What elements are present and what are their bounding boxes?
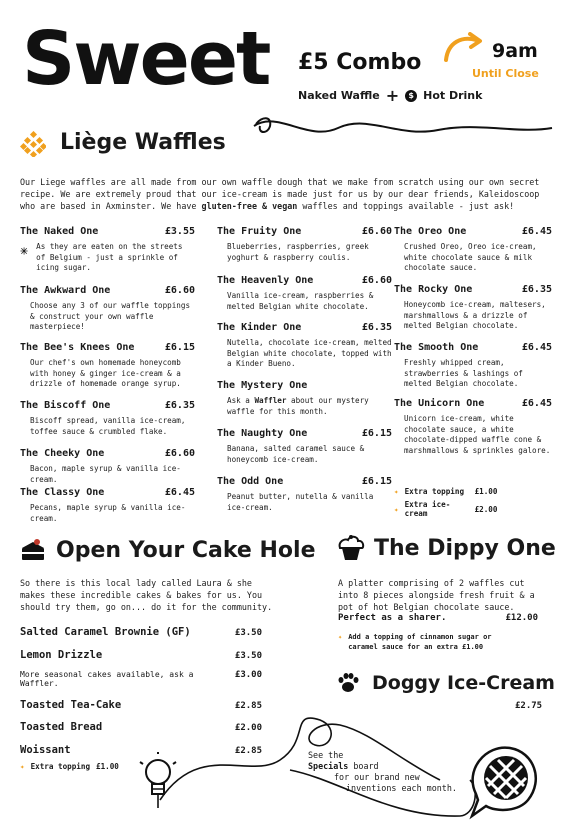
dippy-addon: ✦ Add a topping of cinnamon sugar or caramel sauce for an extra £1.00 <box>338 633 492 651</box>
menu-item-unicorn: The Unicorn One £6.45 Unicorn ice-cream, white chocolate sauce, a white chocolate-dipped waffle cone & marshmallows & sprinkles galore. <box>394 398 552 455</box>
cakes-intro: So there is this local lady called Laura & she makes these incredible cakes & bakes for us. You should try them, go on... do it for the community. <box>20 578 273 612</box>
combo-title: £5 Combo <box>298 50 422 75</box>
cake-item: Toasted Bread £2.00 <box>20 721 262 733</box>
menu-item-naughty: The Naughty One £6.15 Banana, salted caramel sauce & honeycomb ice-cream. <box>217 428 392 464</box>
dippy-desc: A platter comprising of 2 waffles cut into 8 pieces alongside fresh fruit & a pot of hot Belgian chocolate sauce. <box>338 578 535 612</box>
star-icon: ✦ <box>394 504 399 514</box>
cake-item: Toasted Tea-Cake £2.85 <box>20 699 262 711</box>
dollar-icon: $ <box>405 90 417 102</box>
menu-item-cheeky: The Cheeky One £6.60 Bacon, maple syrup & vanilla ice-cream. <box>20 448 195 484</box>
star-icon: ✦ <box>394 487 399 496</box>
snowflake-icon <box>20 242 28 260</box>
extra-ice-cream: ✦ Extra ice-cream £2.00 <box>394 500 498 518</box>
extra-topping: ✦ Extra topping £1.00 <box>394 487 498 496</box>
doggy-heading: Doggy Ice-Cream <box>372 672 555 694</box>
page-title: Sweet <box>22 16 270 102</box>
lightbulb-icon <box>137 752 179 810</box>
specials-note: See the Specials board for our brand new inventions each month. <box>308 750 457 793</box>
combo-item-drink: Hot Drink <box>423 89 483 102</box>
menu-item-kinder: The Kinder One £6.35 Nutella, chocolate ice-cream, melted Belgian white chocolate, topped with a Kinder Bueno. <box>217 322 392 368</box>
cake-item: Woissant £2.85 <box>20 744 262 756</box>
menu-item-bees-knees: The Bee's Knees One £6.15 Our chef's own homemade honeycomb with honey & ginger ice-cream & a drizzle of homemade orange syrup. <box>20 342 195 388</box>
star-icon: ✦ <box>338 633 343 641</box>
combo-until: Until Close <box>472 67 539 80</box>
menu-item-naked: The Naked One £3.55 As they are eaten on the streets of Belgium - just a sprinkle of icing sugar. <box>20 226 195 272</box>
waffles-intro: Our Liege waffles are all made from our own waffle dough that we make from scratch using our own secret recipe. We are extremely proud that our ice-cream is made just for us by our dear friends, Kaleidoscoop who are based in Axminster. We have gluten-free & vegan waffles and toppings available - just ask! <box>20 177 540 211</box>
combo-plus: + <box>385 86 400 105</box>
doggy-price: £2.75 <box>515 701 543 711</box>
waffles-heading: Liège Waffles <box>60 130 226 155</box>
combo-line <box>298 86 482 105</box>
cupcake-icon <box>336 534 366 562</box>
menu-item-biscoff: The Biscoff One £6.35 Biscoff spread, vanilla ice-cream, toffee sauce & crumbled flake. <box>20 400 195 436</box>
menu-item-rocky: The Rocky One £6.35 Honeycomb ice-cream, maltesers, marshmallows & a drizzle of melted Belgian chocolate. <box>394 284 552 330</box>
menu-item-smooth: The Smooth One £6.45 Freshly whipped cream, strawberries & lashings of melted Belgian chocolate. <box>394 342 552 388</box>
cake-icon <box>20 538 46 562</box>
cake-extra-topping: ✦ Extra topping £1.00 <box>20 762 119 771</box>
decorative-squiggle <box>248 108 558 158</box>
menu-item-mystery: The Mystery One Ask a Waffler about our mystery waffle for this month. <box>217 380 369 416</box>
waffle-badge-icon <box>462 740 546 820</box>
paw-icon <box>336 671 360 695</box>
menu-item-odd: The Odd One £6.15 Peanut butter, nutella & vanilla ice-cream. <box>217 476 392 512</box>
star-icon: ✦ <box>20 762 25 771</box>
dippy-heading: The Dippy One <box>374 536 556 561</box>
cake-item: Salted Caramel Brownie (GF) £3.50 <box>20 626 262 638</box>
arrow-icon <box>442 32 484 66</box>
cake-item: Lemon Drizzle £3.50 <box>20 649 262 661</box>
menu-item-classy: The Classy One £6.45 Pecans, maple syrup & vanilla ice-cream. <box>20 487 195 523</box>
dippy-price-row: Perfect as a sharer. £12.00 <box>338 613 538 623</box>
menu-item-heavenly: The Heavenly One £6.60 Vanilla ice-cream, raspberries & melted Belgian white chocolate. <box>217 275 392 311</box>
combo-time: 9am <box>492 40 538 62</box>
menu-item-oreo: The Oreo One £6.45 Crushed Oreo, Oreo ice-cream, white chocolate sauce & milk chocolate sauce. <box>394 226 552 272</box>
waffle-icon <box>20 131 46 157</box>
menu-item-awkward: The Awkward One £6.60 Choose any 3 of our waffle toppings & construct your own waffle masterpiece! <box>20 285 195 331</box>
combo-item-waffle: Naked Waffle <box>298 89 380 102</box>
cakes-heading: Open Your Cake Hole <box>56 538 316 563</box>
cake-item: More seasonal cakes available, ask a Waffler. £3.00 <box>20 670 262 688</box>
menu-item-fruity: The Fruity One £6.60 Blueberries, raspberries, greek yoghurt & raspberry coulis. <box>217 226 392 262</box>
